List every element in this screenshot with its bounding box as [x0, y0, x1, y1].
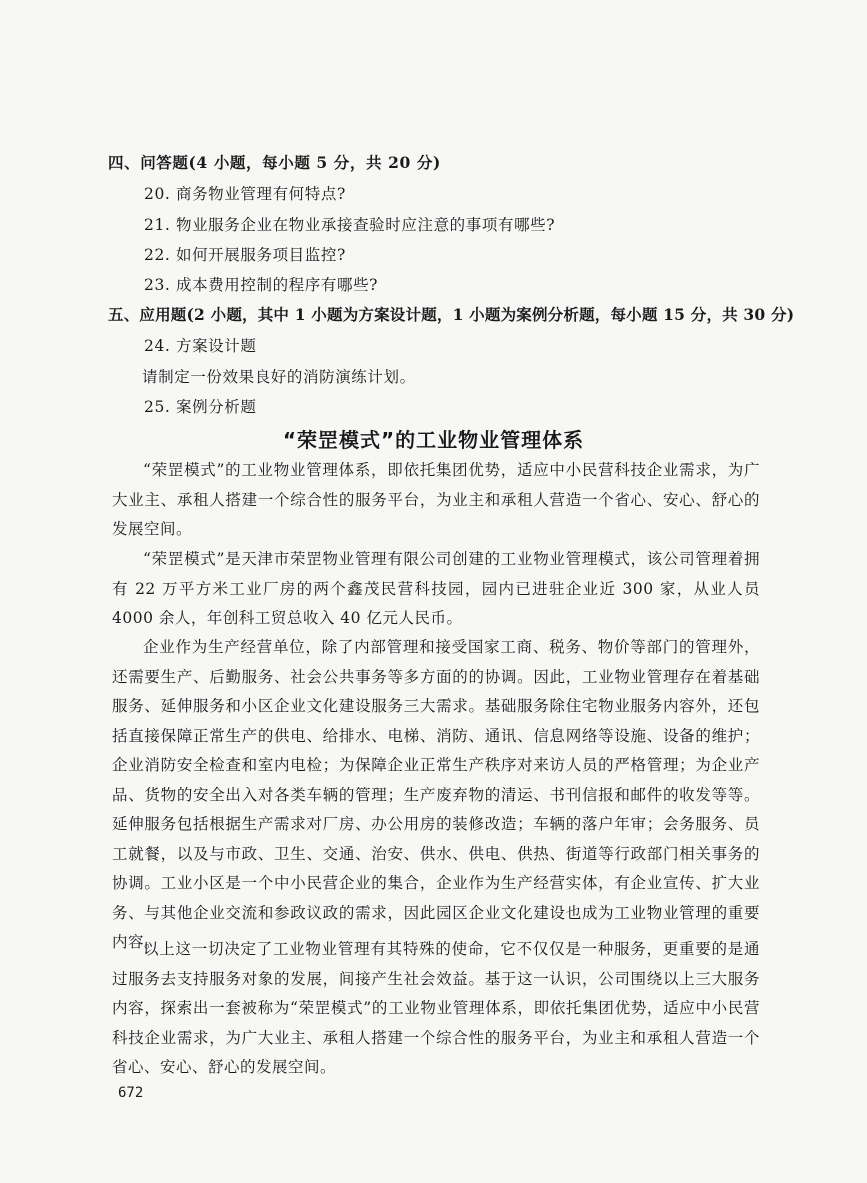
question-21: 21. 物业服务企业在物业承接查验时应注意的事项有哪些?	[144, 216, 556, 234]
section-4-heading: 四、问答题(4 小题，每小题 5 分，共 20 分)	[108, 153, 441, 172]
case-paragraph-2: “荣罡模式”是天津市荣罡物业管理有限公司创建的工业物业管理模式，该公司管理着拥有 22 万平方米工业厂房的两个鑫茂民营科技园，园内已进驻企业近 300 家，从业人员 4000 余人，年创科工贸总收入 40 亿元人民币。	[112, 550, 760, 627]
question-25-label: 25. 案例分析题	[144, 398, 257, 416]
question-24-label: 24. 方案设计题	[144, 337, 257, 355]
question-22: 22. 如何开展服务项目监控?	[144, 246, 346, 264]
question-23: 23. 成本费用控制的程序有哪些?	[144, 276, 379, 294]
case-title: “荣罡模式”的工业物业管理体系	[282, 428, 585, 452]
question-24-text: 请制定一份效果良好的消防演练计划。	[142, 368, 416, 386]
case-paragraph-4: 以上这一切决定了工业物业管理有其特殊的使命，它不仅仅是一种服务，更重要的是通过服务去支持服务对象的发展，间接产生社会效益。基于这一认识，公司围绕以上三大服务内容，探索出一套被称为“荣罡模式”的工业物业管理体系，即依托集团优势，适应中小民营科技企业需求，为广大业主、承租人搭建一个综合性的服务平台，为业主和承租人营造一个省心、安心、舒心的发展空间。	[112, 940, 760, 1076]
page-number: 672	[118, 1085, 144, 1101]
section-5-heading: 五、应用题(2 小题，其中 1 小题为方案设计题，1 小题为案例分析题，每小题 15 分，共 30 分)	[108, 305, 795, 324]
question-20: 20. 商务物业管理有何特点?	[144, 185, 346, 203]
case-paragraph-1: “荣罡模式”的工业物业管理体系，即依托集团优势，适应中小民营科技企业需求，为广大业主、承租人搭建一个综合性的服务平台，为业主和承租人营造一个省心、安心、舒心的发展空间。	[112, 461, 760, 538]
case-paragraph-3: 企业作为生产经营单位，除了内部管理和接受国家工商、税务、物价等部门的管理外，还需要生产、后勤服务、社会公共事务等多方面的的协调。因此，工业物业管理存在着基础服务、延伸服务和小区企业文化建设服务三大需求。基础服务除住宅物业服务内容外，还包括直接保障正常生产的供电、给排水、电梯、消防、通讯、信息网络等设施、设备的维护；企业消防安全检查和室内电检；为保障企业正常生产秩序对来访人员的严格管理；为企业产品、货物的安全出入对各类车辆的管理；生产废弃物的清运、书刊信报和邮件的收发等等。延伸服务包括根据生产需求对厂房、办公用房的装修改造；车辆的落户年审；会务服务、员工就餐，以及与市政、卫生、交通、治安、供水、供电、供热、街道等行政部门相关事务的协调。工业小区是一个中小民营企业的集合，企业作为生产经营实体，有企业宣传、扩大业务、与其他企业交流和参政议政的需求，因此园区企业文化建设也成为工业物业管理的重要内容。	[112, 638, 760, 951]
